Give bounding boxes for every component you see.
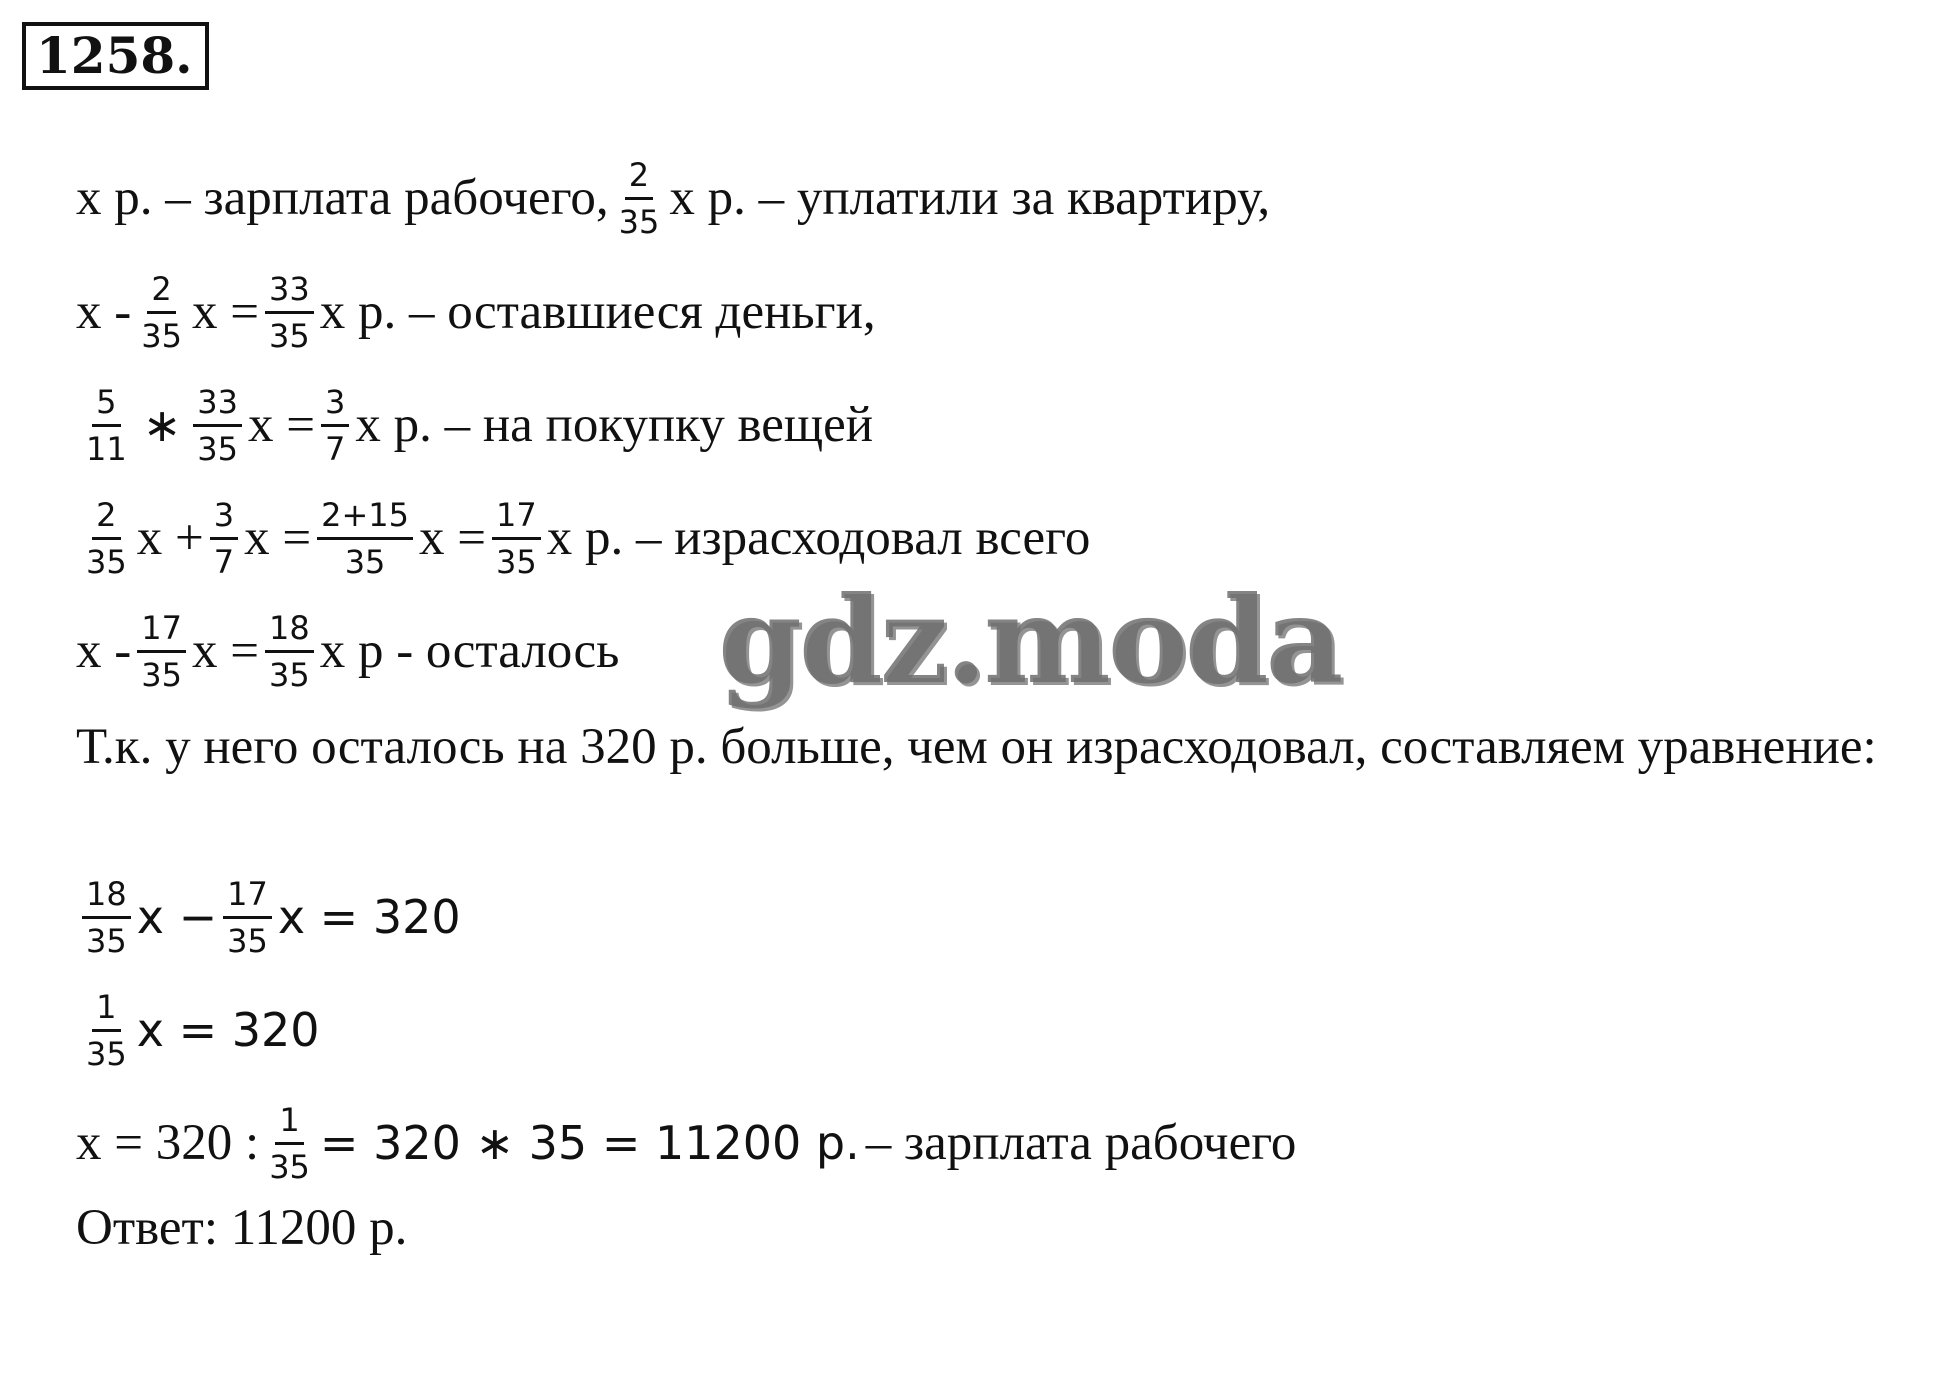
fraction: $\frac{5}{11}$ bbox=[86, 382, 127, 468]
answer: Ответ: 11200 р. bbox=[76, 1200, 408, 1256]
text: x р. – израсходовал всего bbox=[546, 510, 1091, 566]
text: x р. – зарплата рабочего, bbox=[76, 170, 609, 226]
fraction: $\frac{1}{35}$ bbox=[269, 1100, 310, 1186]
text: x = bbox=[244, 510, 312, 566]
task-number: 1258. bbox=[22, 22, 209, 90]
text: x р - осталось bbox=[319, 623, 620, 679]
text: – зарплата рабочего bbox=[865, 1115, 1297, 1171]
equation-line-1 bbox=[76, 862, 461, 972]
solution-line-2 bbox=[76, 257, 876, 367]
fraction: $\frac{17}{35}$ bbox=[137, 610, 186, 693]
fraction: $\frac{1}{35}$ bbox=[86, 987, 127, 1073]
fraction: $\frac{3}{7}$ bbox=[321, 384, 349, 467]
text: x = bbox=[247, 397, 315, 453]
text: x = 320 bbox=[136, 1003, 320, 1057]
text: = 320 ∗ 35 = 11200 р. bbox=[319, 1116, 860, 1170]
solution-line-5 bbox=[76, 596, 619, 706]
fraction: $\frac{17}{35}$ bbox=[223, 876, 272, 959]
fraction: $\frac{2+15}{35}$ bbox=[317, 497, 413, 580]
text: x - bbox=[76, 623, 132, 679]
operator: ∗ bbox=[142, 398, 182, 452]
fraction: $\frac{33}{35}$ bbox=[193, 384, 242, 467]
equation-line-2 bbox=[76, 975, 320, 1085]
text: x − bbox=[136, 890, 218, 944]
fraction: $\frac{2}{35}$ bbox=[618, 155, 660, 241]
fraction: $\frac{17}{35}$ bbox=[492, 497, 541, 580]
explanation-paragraph: Т.к. у него осталось на 320 р. больше, чем он израсходовал, составляем уравнение: bbox=[76, 719, 1877, 775]
fraction: $\frac{2}{35}$ bbox=[86, 495, 127, 581]
text: x = 320 : bbox=[76, 1115, 260, 1171]
fraction: $\frac{2}{35}$ bbox=[141, 269, 182, 355]
text: x = bbox=[191, 623, 259, 679]
text: x - bbox=[76, 284, 132, 340]
answer-line bbox=[76, 1183, 407, 1273]
equation-line-3 bbox=[76, 1088, 1302, 1198]
text: x = 320 bbox=[277, 890, 461, 944]
fraction: $\frac{33}{35}$ bbox=[265, 271, 314, 354]
text: x р. – на покупку вещей bbox=[355, 397, 874, 453]
fraction: $\frac{18}{35}$ bbox=[82, 876, 131, 959]
solution-line-1 bbox=[76, 143, 1270, 253]
fraction: $\frac{3}{7}$ bbox=[210, 497, 238, 580]
text: x = bbox=[191, 284, 259, 340]
text: x + bbox=[136, 510, 204, 566]
solution-line-3 bbox=[76, 370, 873, 480]
fraction: $\frac{18}{35}$ bbox=[265, 610, 314, 693]
text: x = bbox=[419, 510, 487, 566]
text: x р. – оставшиеся деньги, bbox=[319, 284, 876, 340]
text: x р. – уплатили за квартиру, bbox=[669, 170, 1271, 226]
watermark: gdz.moda bbox=[718, 570, 1341, 711]
